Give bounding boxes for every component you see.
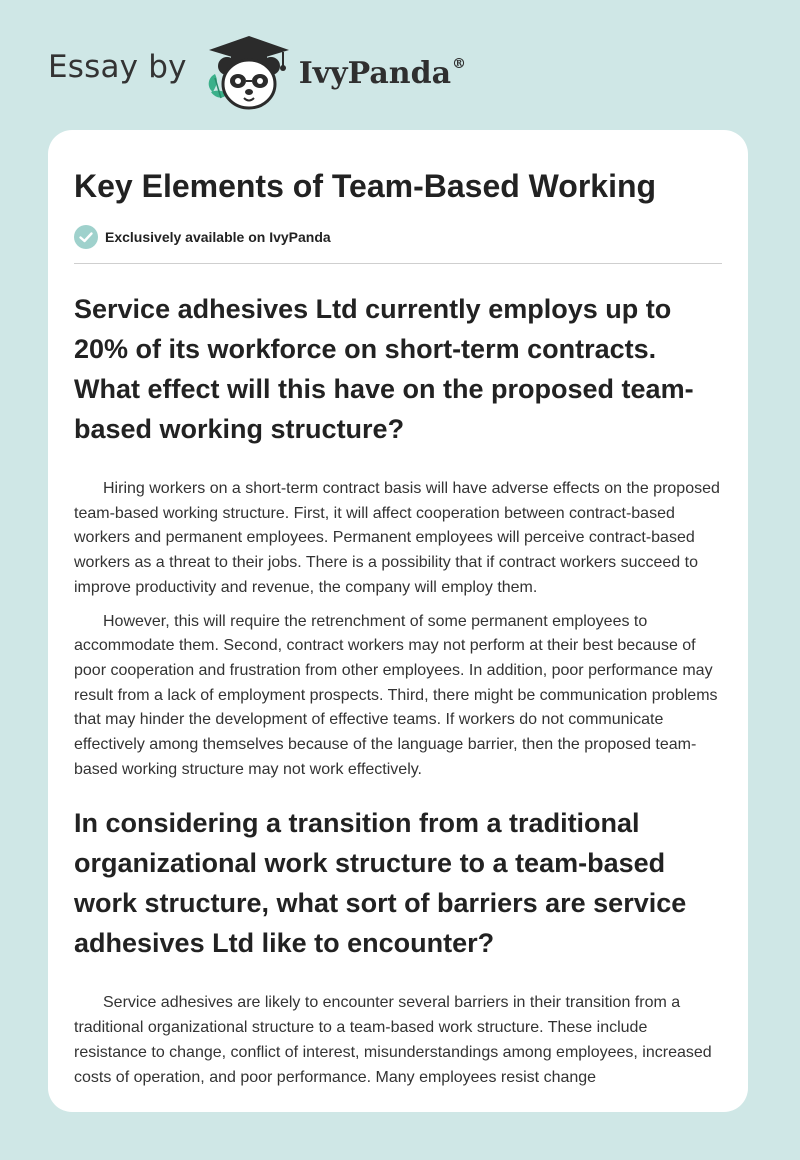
brand-name bbox=[299, 56, 466, 91]
section-heading: In considering a transition from a traditional organizational work structure to a team-based work structure, what sort of barriers are service adhesives Ltd like to encounter? bbox=[74, 808, 687, 959]
check-circle-icon bbox=[74, 225, 98, 249]
divider bbox=[74, 263, 722, 264]
exclusive-badge-label: Exclusively available on IvyPanda bbox=[105, 229, 331, 245]
brand-name-text: IvyPanda bbox=[298, 55, 452, 91]
paragraph: However, this will require the retrenchment of some permanent employees to accommodate them. Second, contract workers may not perform at their best because of poor cooperation and frustration from other employees. In addition, poor performance may result from a lack of employment prospects. Third, there might be communication problems that may hinder the development of effective teams. If workers do not communicate effectively among themselves because of the language barrier, then the proposed team-based working structure may not work effectively. bbox=[74, 612, 718, 778]
section-heading: Service adhesives Ltd currently employs up to 20% of its workforce on short-term contracts. What effect will this have on the proposed team-based working structure? bbox=[74, 294, 694, 444]
essay-card bbox=[48, 130, 748, 1112]
exclusive-badge bbox=[74, 225, 722, 249]
panda-logo-icon bbox=[201, 32, 297, 112]
brand-prefix: Essay by bbox=[48, 49, 187, 85]
paragraph: Service adhesives are likely to encounter several barriers in their transition from a traditional organizational structure to a team-based work structure. These include resistance to change, conflict of interest, misunderstandings among employees, increased costs of operation, and poor performance. Many employees resist change bbox=[74, 994, 712, 1086]
registered-mark: ® bbox=[452, 55, 467, 72]
brand-header[interactable] bbox=[48, 32, 466, 112]
paragraph: Hiring workers on a short-term contract basis will have adverse effects on the proposed team-based working structure. First, it will affect cooperation between contract-based workers and permanent employees. Permanent employees will perceive contract-based workers as a threat to their jobs. There is a possibility that if contract workers succeed to improve productivity and revenue, the company will employ them. bbox=[74, 480, 720, 596]
page-title: Key Elements of Team-Based Working bbox=[74, 168, 657, 204]
